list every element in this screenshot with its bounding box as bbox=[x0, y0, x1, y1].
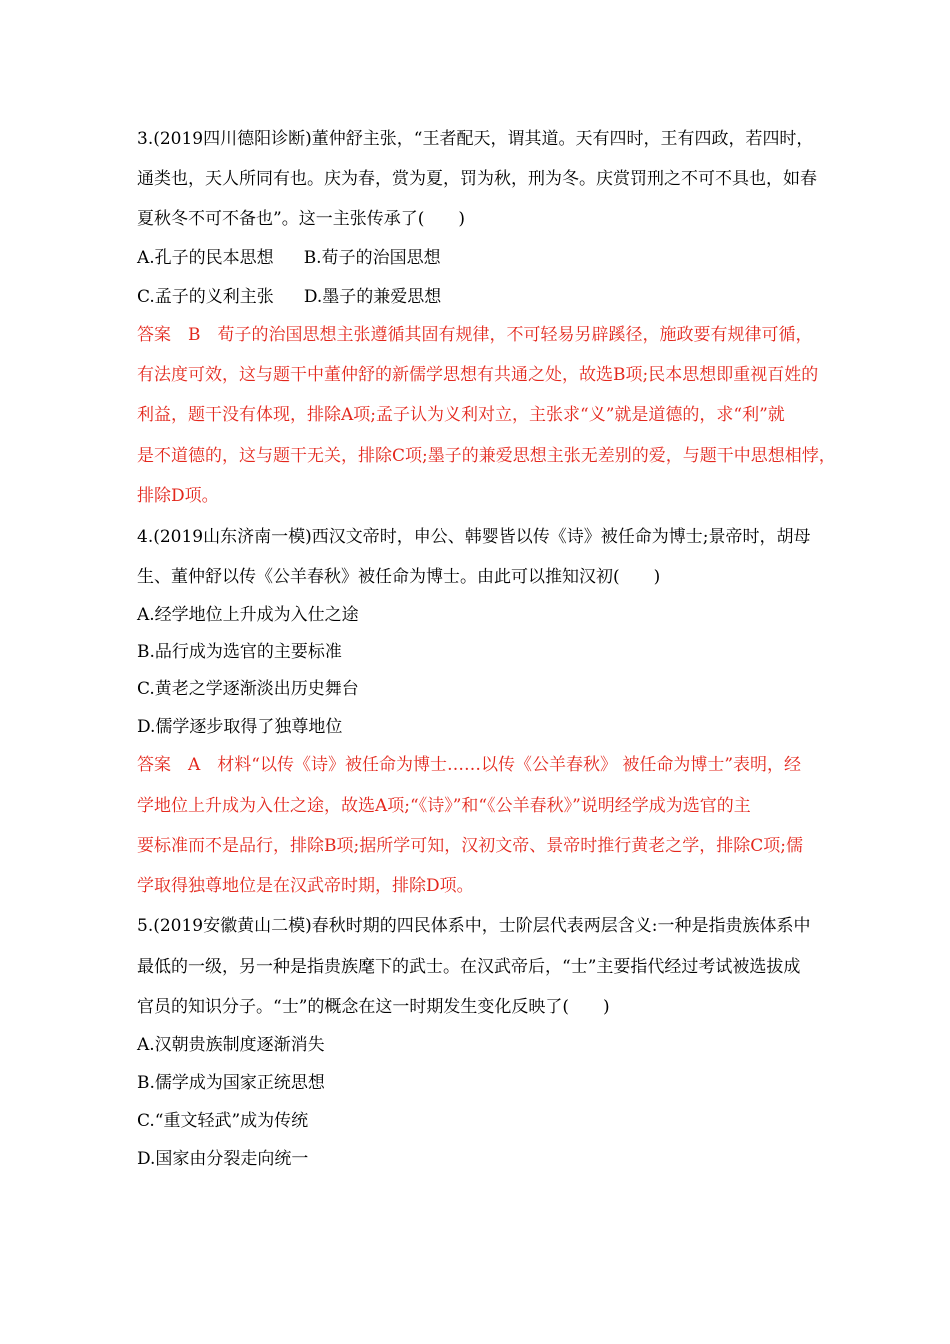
q4-option-c: C.黄老之学逐渐淡出历史舞台 bbox=[137, 679, 359, 699]
q4-stem-line-2: 生、董仲舒以传《公羊春秋》被任命为博士。由此可以推知汉初( ) bbox=[137, 567, 661, 587]
q4-answer-line-1: 答案 A 材料“以传《诗》被任命为博士……以传《公羊春秋》 被任命为博士”表明，经 bbox=[137, 755, 802, 775]
q3-answer-line-3: 利益，题干没有体现，排除A项;孟子认为义利对立，主张求“义”就是道德的，求“利”就 bbox=[137, 405, 785, 425]
q4-option-b: B.品行成为选官的主要标准 bbox=[137, 642, 342, 662]
q3-option-c: C.孟子的义利主张 bbox=[137, 287, 274, 307]
q3-options-row-2 bbox=[137, 285, 441, 309]
q3-stem-line-3: 夏秋冬不可不备也”。这一主张传承了( ) bbox=[137, 209, 465, 229]
q5-option-b: B.儒学成为国家正统思想 bbox=[137, 1073, 325, 1093]
q5-stem-line-2: 最低的一级，另一种是指贵族麾下的武士。在汉武帝后，“士”主要指代经过考试被选拔成 bbox=[137, 957, 801, 977]
q3-option-b: B.荀子的治国思想 bbox=[303, 248, 441, 268]
q3-answer-line-2: 有法度可效，这与题干中董仲舒的新儒学思想有共通之处，故选B项;民本思想即重视百姓的 bbox=[137, 365, 819, 385]
q5-option-a: A.汉朝贵族制度逐渐消失 bbox=[137, 1035, 325, 1055]
q5-stem-line-1: 5.(2019安徽黄山二模)春秋时期的四民体系中，士阶层代表两层含义:一种是指贵族体系中 bbox=[137, 916, 811, 936]
q4-answer-line-3: 要标准而不是品行，排除B项;据所学可知，汉初文帝、景帝时推行黄老之学，排除C项;儒 bbox=[137, 836, 803, 856]
q5-option-c: C.“重文轻武”成为传统 bbox=[137, 1111, 309, 1131]
q4-option-a: A.经学地位上升成为入仕之途 bbox=[137, 605, 359, 625]
q3-option-d: D.墨子的兼爱思想 bbox=[303, 287, 442, 307]
q5-option-d: D.国家由分裂走向统一 bbox=[137, 1149, 309, 1169]
q4-stem-line-1: 4.(2019山东济南一模)西汉文帝时，申公、韩婴皆以传《诗》被任命为博士;景帝时，胡母 bbox=[137, 527, 811, 547]
q3-stem-line-2: 通类也，天人所同有也。庆为春，赏为夏，罚为秋，刑为冬。庆赏罚刑之不可不具也，如春 bbox=[137, 169, 817, 189]
q4-answer-line-4: 学取得独尊地位是在汉武帝时期，排除D项。 bbox=[137, 876, 474, 896]
q5-stem-line-3: 官员的知识分子。“士”的概念在这一时期发生变化反映了( ) bbox=[137, 997, 610, 1017]
q4-answer-line-2: 学地位上升成为入仕之途，故选A项;“《诗》”和“《公羊春秋》”说明经学成为选官的主 bbox=[137, 796, 751, 816]
q3-option-a: A.孔子的民本思想 bbox=[137, 248, 274, 268]
q3-answer-line-4: 是不道德的，这与题干无关，排除C项;墨子的兼爱思想主张无差别的爱，与题干中思想相悖， bbox=[137, 446, 836, 466]
q3-answer-line-5: 排除D项。 bbox=[137, 486, 219, 506]
q4-option-d: D.儒学逐步取得了独尊地位 bbox=[137, 717, 343, 737]
q3-options-row-1 bbox=[137, 246, 441, 270]
q3-stem-line-1: 3.(2019四川德阳诊断)董仲舒主张，“王者配天，谓其道。天有四时，王有四政，若四时， bbox=[137, 129, 814, 149]
q3-answer-line-1: 答案 B 荀子的治国思想主张遵循其固有规律，不可轻易另辟蹊径，施政要有规律可循， bbox=[137, 325, 813, 345]
